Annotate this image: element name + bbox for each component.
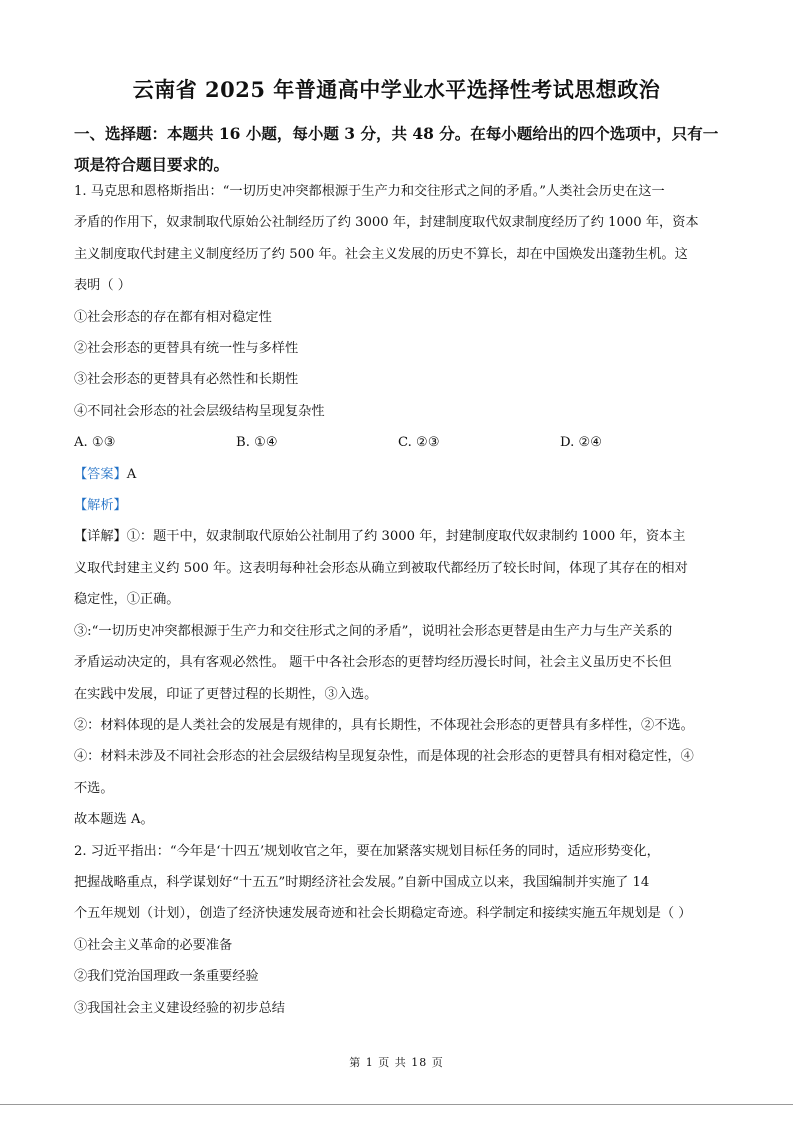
q1-detail-line: ②：材料体现的是人类社会的发展是有规律的，具有长期性，不体现社会形态的更替具有多样性，②不选。 bbox=[74, 717, 694, 733]
q1-stem-line: 主义制度取代封建主义制度经历了约 500 年。社会主义发展的历史不算长，却在中国焕发出蓬勃生机。这 bbox=[74, 246, 688, 262]
detail-tag: 【详解】 bbox=[74, 529, 127, 545]
answer-tag: 【答案】 bbox=[74, 466, 127, 482]
bottom-rule bbox=[0, 1104, 793, 1105]
detail-text: ①：题干中，奴隶制取代原始公社制用了约 3000 年，封建制度取代奴隶制约 1000 年，资本主 bbox=[126, 529, 686, 545]
q1-statement: ①社会形态的存在都有相对稳定性 bbox=[74, 309, 272, 325]
q1-answer bbox=[74, 459, 724, 490]
document-body bbox=[74, 176, 724, 1024]
q2-stem-line: 2. 习近平指出：“今年是‘十四五’规划收官之年，要在加紧落实规划目标任务的同时，适应形势变化， bbox=[74, 843, 660, 859]
q1-detail-line: 不选。 bbox=[74, 780, 114, 796]
q1-option-b: B. ①④ bbox=[236, 435, 278, 451]
q1-detail-line: ④：材料未涉及不同社会形态的社会层级结构呈现复杂性，而是体现的社会形态的更替具有相对稳定性，④ bbox=[74, 749, 694, 765]
q1-detail-line bbox=[74, 521, 724, 552]
q1-detail-line: 义取代封建主义约 500 年。这表明每种社会形态从确立到被取代都经历了较长时间，体现了其存在的相对 bbox=[74, 560, 688, 576]
q2-stem-line: 把握战略重点，科学谋划好“十五五”时期经济社会发展。”自新中国成立以来，我国编制并实施了 14 bbox=[74, 874, 650, 890]
q1-stem-line: 1. 马克思和恩格斯指出：“一切历史冲突都根源于生产力和交往形式之间的矛盾。”人类社会历史在这一 bbox=[74, 184, 665, 199]
analysis-tag: 【解析】 bbox=[74, 498, 127, 514]
q1-stem-line: 表明（ ） bbox=[74, 278, 131, 294]
q1-option-c: C. ②③ bbox=[398, 435, 440, 451]
q2-statement: ①社会主义革命的必要准备 bbox=[74, 937, 233, 953]
q1-analysis bbox=[74, 490, 724, 521]
section-heading-line: 项是符合题目要求的。 bbox=[74, 155, 230, 174]
q1-detail-line: ③:“一切历史冲突都根源于生产力和交往形式之间的矛盾”，说明社会形态更替是由生产力与生产关系的 bbox=[74, 623, 673, 639]
q1-detail-line: 稳定性，①正确。 bbox=[74, 592, 180, 608]
q1-statement: ②社会形态的更替具有统一性与多样性 bbox=[74, 341, 299, 357]
q1-detail-line: 矛盾运动决定的，具有客观必然性。 题干中各社会形态的更替均经历漫长时间，社会主义虽历史不长但 bbox=[74, 655, 672, 671]
q1-option-d: D. ②④ bbox=[560, 435, 603, 451]
page-title: 云南省 2025 年普通高中学业水平选择性考试思想政治 bbox=[132, 77, 661, 102]
q2-stem-line: 个五年规划（计划），创造了经济快速发展奇迹和社会长期稳定奇迹。科学制定和接续实施五年规划是（ ） bbox=[74, 906, 692, 922]
q2-statement: ③我国社会主义建设经验的初步总结 bbox=[74, 1000, 285, 1016]
q1-detail-line: 故本题选 A。 bbox=[74, 812, 154, 828]
page-footer: 第 1 页 共 18 页 bbox=[349, 1056, 444, 1069]
q1-options bbox=[74, 427, 724, 458]
q1-option-a: A. ①③ bbox=[74, 435, 116, 451]
q2-statement: ②我们党治国理政一条重要经验 bbox=[74, 969, 259, 985]
q1-stem-line: 矛盾的作用下，奴隶制取代原始公社制经历了约 3000 年，封建制度取代奴隶制度经历了约 1000 年，资本 bbox=[74, 215, 699, 231]
q1-statement: ③社会形态的更替具有必然性和长期性 bbox=[74, 372, 299, 388]
section-heading bbox=[74, 118, 724, 180]
answer-value: A bbox=[126, 466, 137, 482]
q1-statement: ④不同社会形态的社会层级结构呈现复杂性 bbox=[74, 403, 325, 419]
q1-detail-line: 在实践中发展，印证了更替过程的长期性，③入选。 bbox=[74, 686, 378, 702]
section-heading-line: 一、选择题：本题共 16 小题，每小题 3 分，共 48 分。在每小题给出的四个选项中，只有一 bbox=[74, 124, 719, 143]
